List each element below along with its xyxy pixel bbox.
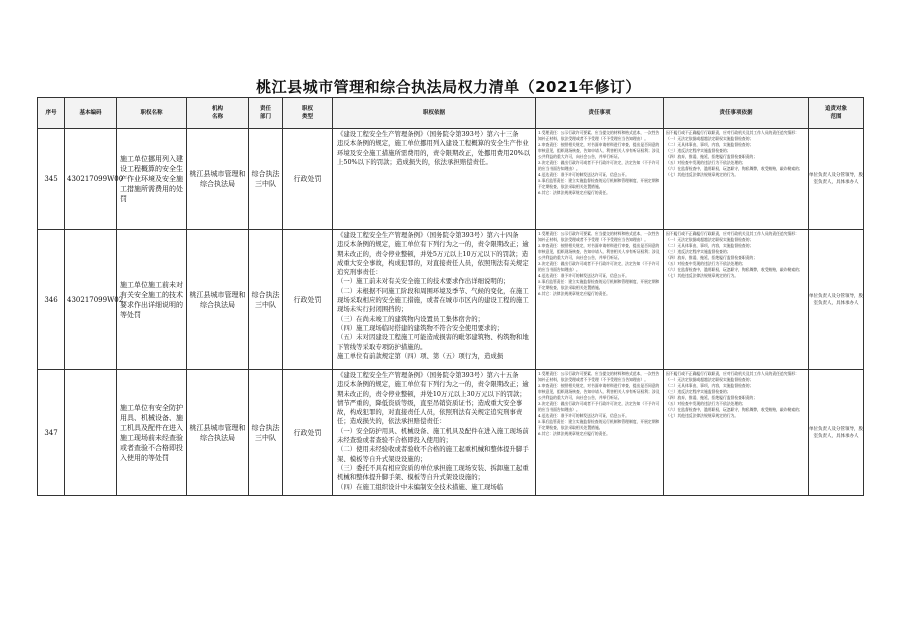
cell-legal-basis-line: 施工单位有前款规定第（四）项、第（五）项行为，造成损 — [337, 351, 504, 360]
cell-duty-items-line: 4.送达责任：准予许可的制发送达许可证，信息公开。 — [538, 413, 629, 418]
cell-duty-items-line: 4.送达责任：准予许可的制发送达许可证，信息公开。 — [538, 273, 629, 278]
cell-duty-items-line: 2.审查责任：按照相关规定，对书面申请材料进行审查，提出是否同意的审核意见，组织现场核查，告知申请人、利害相关人享有听证权利；涉及公共利益的重大许可，向社会公告，并举行听证。 — [538, 142, 660, 159]
cell-duty-items-line: 1.受理责任：公示行政许可要素、应当提交的材料和格式范本，一次性告知补正材料，依法受理或者不予受理（不予受理应当告知理由）。 — [538, 371, 660, 382]
cell-seq: 346 — [38, 230, 65, 370]
cell-legal-basis-line: （四）在施工组织设计中未编制安全技术措施、施工现场临 — [337, 482, 504, 491]
cell-duty-items-line: 3.决定责任：做出行政许可或者不予行政许可决定，法定告知（不予许可的应当书面告知理由）。 — [538, 261, 660, 272]
cell-duty-basis-line: （一）无法定依据或超越法定职权实施监督检查的； — [666, 237, 754, 242]
cell-legal-basis — [333, 370, 536, 496]
header-type: 职权 类型 — [283, 98, 333, 129]
cell-seq: 345 — [38, 129, 65, 230]
cell-legal-basis — [333, 230, 536, 370]
header-duty: 责任事项 — [536, 98, 664, 129]
table-row — [38, 370, 864, 496]
header-duty-basis: 责任事项依据 — [664, 98, 809, 129]
cell-duty-basis-line: （五）对检查中发现的违法行为不依法处理的； — [666, 401, 746, 406]
cell-org-name: 桃江县城市管理和综合执法局 — [187, 129, 249, 230]
cell-legal-basis-line: （三）在尚未竣工的建筑物内设置员工集体宿舍的； — [337, 314, 484, 323]
cell-duty-basis-line: （五）对检查中发现的违法行为不依法处理的； — [666, 261, 746, 266]
header-scope: 追责对象 范围 — [809, 98, 864, 129]
cell-power-name: 施工单位有安全防护用具、机械设备、施工机具及配件在进入施工现场前未经查验或者查验不合格即投入使用的等处罚 — [117, 370, 187, 496]
cell-seq: 347 — [38, 370, 65, 496]
cell-duty-basis — [664, 230, 809, 370]
table-row — [38, 129, 864, 230]
cell-duty-items — [536, 129, 664, 230]
cell-legal-basis-line: 《建设工程安全生产管理条例》（国务院令第393号）第六十三条 违反本条例的规定，施工单位挪用列入建设工程概算的安全生产作业环境及安全施工措施所需费用的，责令限期改正，处挪用费用20%以上50%以下的罚款；造成损失的，依法承担赔偿责任。 — [337, 130, 531, 166]
cell-duty-items-line: 1.受理责任：公示行政许可要素、应当提交的材料和格式范本，一次性告知补正材料，依法受理或者不予受理（不予受理应当告知理由）。 — [538, 231, 660, 242]
cell-legal-basis-content — [337, 371, 531, 492]
cell-legal-basis — [333, 129, 536, 230]
cell-code: 430217099W00 — [65, 129, 117, 230]
cell-duty-items-line: 6.其它：法律法规规章规定应履行的责任。 — [538, 431, 610, 436]
cell-dept: 综合执法三中队 — [249, 370, 283, 496]
cell-duty-items-line: 2.审查责任：按照相关规定，对书面申请材料进行审查，提出是否同意的审核意见，组织现场核查，告知申请人、利害相关人享有听证权利；涉及公共利益的重大许可，向社会公告，并举行听证。 — [538, 383, 660, 400]
header-seq: 序号 — [38, 98, 65, 129]
cell-org-name: 桃江县城市管理和综合执法局 — [187, 230, 249, 370]
cell-legal-basis-line: （二）使用未经验收或者验收不合格的施工起重机械和整体提升脚手架、模板等自升式架设设施的； — [337, 445, 529, 463]
cell-duty-items-content — [538, 371, 661, 437]
cell-power-name: 施工单位施工前未对有关安全施工的技术要求作出详细说明的等处罚 — [117, 230, 187, 370]
cell-duty-items-line: 5.事后监管责任：建立实施监督检查的运行机制和管理制度，开展定期和不定期检查，依法采取相关处置措施。 — [538, 279, 660, 290]
cell-duty-items-content — [538, 130, 661, 196]
cell-org-name: 桃江县城市管理和综合执法局 — [187, 370, 249, 496]
cell-accountability-scope: 单位负责人及分管领导，股室负责人，具体承办人 — [809, 230, 864, 370]
cell-duty-basis-line: （一）无法定依据或超越法定职权实施监督检查的； — [666, 377, 754, 382]
cell-legal-basis-content — [337, 130, 531, 167]
cell-duty-basis-line: （六）在监督检查中，滥用职权，玩忽职守，徇私舞弊，收受贿赂，敲诈勒索的； — [666, 267, 803, 272]
cell-duty-basis-content — [666, 231, 806, 279]
cell-duty-basis-line: （一）无法定依据或超越法定职权实施监督检查的； — [666, 136, 754, 141]
cell-duty-basis-line: （七）其他违反法律法规规章规定的行为。 — [666, 172, 739, 177]
cell-accountability-scope: 单位负责人及分管领导，股室负责人，具体承办人 — [809, 129, 864, 230]
cell-duty-basis-line: （二）无具体事由，事项，内容，实施监督检查的； — [666, 243, 754, 248]
cell-legal-basis-line: 《建设工程安全生产管理条例》（国务院令第393号）第六十五条 违反本条例的规定，施工单位有下列行为之一的，责令限期改正；逾期未改正的，责令停业整顿，并处10万元以上30万元以下的罚款；情节严重的，降低资质等级，直至吊销资质证书；造成重大安全事故，构成犯罪的，对直接责任人员，依照刑法有关规定追究刑事责任；造成损失的，依法承担赔偿责任： — [337, 371, 529, 426]
cell-duty-basis-line: （四）放弃，推诿，拖延，拒绝履行监督检查职责的； — [666, 154, 758, 159]
cell-legal-basis-line: （五）未对因建设工程施工可能造成损害的毗邻建筑物、构筑物和地下管线等采取专项防护措施的。 — [337, 333, 529, 351]
cell-duty-basis-line: （二）无具体事由，事项，内容，实施监督检查的； — [666, 383, 754, 388]
cell-duty-basis — [664, 129, 809, 230]
cell-code: 430217099W02 — [65, 230, 117, 370]
cell-power-type: 行政处罚 — [283, 129, 333, 230]
cell-duty-basis — [664, 370, 809, 496]
header-dept: 责任 部门 — [249, 98, 283, 129]
cell-duty-basis-line: （四）放弃，推诿，拖延，拒绝履行监督检查职责的； — [666, 255, 758, 260]
cell-duty-items-line: 1.受理责任：公示行政许可要素、应当提交的材料和格式范本，一次性告知补正材料，依法受理或者不予受理（不予受理应当告知理由）。 — [538, 130, 660, 141]
cell-duty-basis-line: 因不履行或不正确履行行政职责，应对行政机关及其工作人员的责任追究情形： — [666, 130, 799, 135]
cell-duty-items-line: 4.送达责任：准予许可的制发送达许可证，信息公开。 — [538, 172, 629, 177]
cell-legal-basis-line: （一）施工前未对有关安全施工的技术要求作出详细说明的； — [337, 277, 510, 286]
cell-dept: 综合执法三中队 — [249, 230, 283, 370]
cell-duty-basis-line: （六）在监督检查中，滥用职权，玩忽职守，徇私舞弊，收受贿赂，敲诈勒索的； — [666, 407, 803, 412]
cell-duty-basis-line: （三）违反法定程序实施监督检查的； — [666, 389, 731, 394]
header-code: 基本编码 — [65, 98, 117, 129]
cell-duty-basis-line: （三）违反法定程序实施监督检查的； — [666, 148, 731, 153]
cell-duty-basis-line: 因不履行或不正确履行行政职责，应对行政机关及其工作人员的责任追究情形： — [666, 231, 799, 236]
cell-legal-basis-line: （四）施工现场临时搭建的建筑物不符合安全使用要求的； — [337, 323, 504, 332]
cell-duty-items — [536, 370, 664, 496]
table-row — [38, 230, 864, 370]
document-title: 桃江县城市管理和综合执法局权力清单（2021年修订） — [256, 78, 641, 96]
cell-duty-basis-line: （七）其他违反法律法规规章规定的行为。 — [666, 273, 739, 278]
header-basis: 职权依据 — [333, 98, 536, 129]
cell-accountability-scope: 单位负责人及分管领导，股室负责人，具体承办人 — [809, 370, 864, 496]
cell-duty-items-content — [538, 231, 661, 297]
cell-legal-basis-line: （二）未根据不同施工阶段和周围环境及季节、气候的变化，在施工现场采取相应的安全施工措施，或者在城市市区内的建设工程的施工现场未实行封闭围挡的； — [337, 286, 529, 314]
header-org: 机构 名称 — [187, 98, 249, 129]
cell-duty-basis-line: （六）在监督检查中，滥用职权，玩忽职守，徇私舞弊，收受贿赂，敲诈勒索的； — [666, 166, 803, 171]
cell-duty-items-line: 5.事后监管责任：建立实施监督检查的运行机制和管理制度，开展定期和不定期检查，依法采取相关处置措施。 — [538, 419, 660, 430]
cell-duty-items-line: 6.其它：法律法规规章规定应履行的责任。 — [538, 190, 610, 195]
cell-power-name: 施工单位挪用列入建设工程概算的安全生产作业环境及安全施工措施所需费用的处罚 — [117, 129, 187, 230]
cell-duty-basis-line: （七）其他违反法律法规规章规定的行为。 — [666, 413, 739, 418]
cell-legal-basis-line: （一）安全防护用具、机械设备、施工机具及配件在进入施工现场前未经查验或者查验不合格即投入使用的； — [337, 426, 529, 445]
cell-duty-basis-line: （三）违反法定程序实施监督检查的； — [666, 249, 731, 254]
cell-duty-items — [536, 230, 664, 370]
cell-duty-items-line: 3.决定责任：做出行政许可或者不予行政许可决定，法定告知（不予许可的应当书面告知理由）。 — [538, 401, 660, 412]
cell-duty-basis-line: （五）对检查中发现的违法行为不依法处理的； — [666, 160, 746, 165]
cell-legal-basis-line: （三）委托不具有相应资质的单位承担施工现场安装、拆卸施工起重机械和整体提升脚手架、模板等自升式架设设施的； — [337, 463, 529, 482]
cell-code — [65, 370, 117, 496]
cell-power-type: 行政处罚 — [283, 370, 333, 496]
header-name: 职权名称 — [117, 98, 187, 129]
cell-duty-basis-content — [666, 371, 806, 419]
cell-duty-items-line: 3.决定责任：做出行政许可或者不予行政许可决定，法定告知（不予许可的应当书面告知理由）。 — [538, 160, 660, 171]
cell-duty-items-line: 5.事后监管责任：建立实施监督检查的运行机制和管理制度，开展定期和不定期检查，依法采取相关处置措施。 — [538, 178, 660, 189]
cell-duty-basis-line: 因不履行或不正确履行行政职责，应对行政机关及其工作人员的责任追究情形： — [666, 371, 799, 376]
cell-duty-basis-line: （二）无具体事由，事项，内容，实施监督检查的； — [666, 142, 754, 147]
table-header-row — [38, 98, 864, 129]
power-list-table — [37, 97, 864, 496]
cell-duty-items-line: 2.审查责任：按照相关规定，对书面申请材料进行审查，提出是否同意的审核意见，组织现场核查，告知申请人、利害相关人享有听证权利；涉及公共利益的重大许可，向社会公告，并举行听证。 — [538, 243, 660, 260]
cell-dept: 综合执法三中队 — [249, 129, 283, 230]
cell-duty-basis-line: （四）放弃，推诿，拖延，拒绝履行监督检查职责的； — [666, 395, 758, 400]
cell-duty-items-line: 6.其它：法律法规规章规定应履行的责任。 — [538, 291, 610, 296]
cell-legal-basis-line: 《建设工程安全生产管理条例》（国务院令第393号）第六十四条 违反本条例的规定，施工单位有下列行为之一的，责令限期改正；逾期未改正的，责令停业整顿，并处5万元以上10万元以下的罚款；造成重大安全事故，构成犯罪的，对直接责任人员，依照刑法有关规定追究刑事责任： — [337, 231, 529, 277]
cell-duty-basis-content — [666, 130, 806, 178]
cell-legal-basis-content — [337, 231, 531, 361]
cell-power-type: 行政处罚 — [283, 230, 333, 370]
